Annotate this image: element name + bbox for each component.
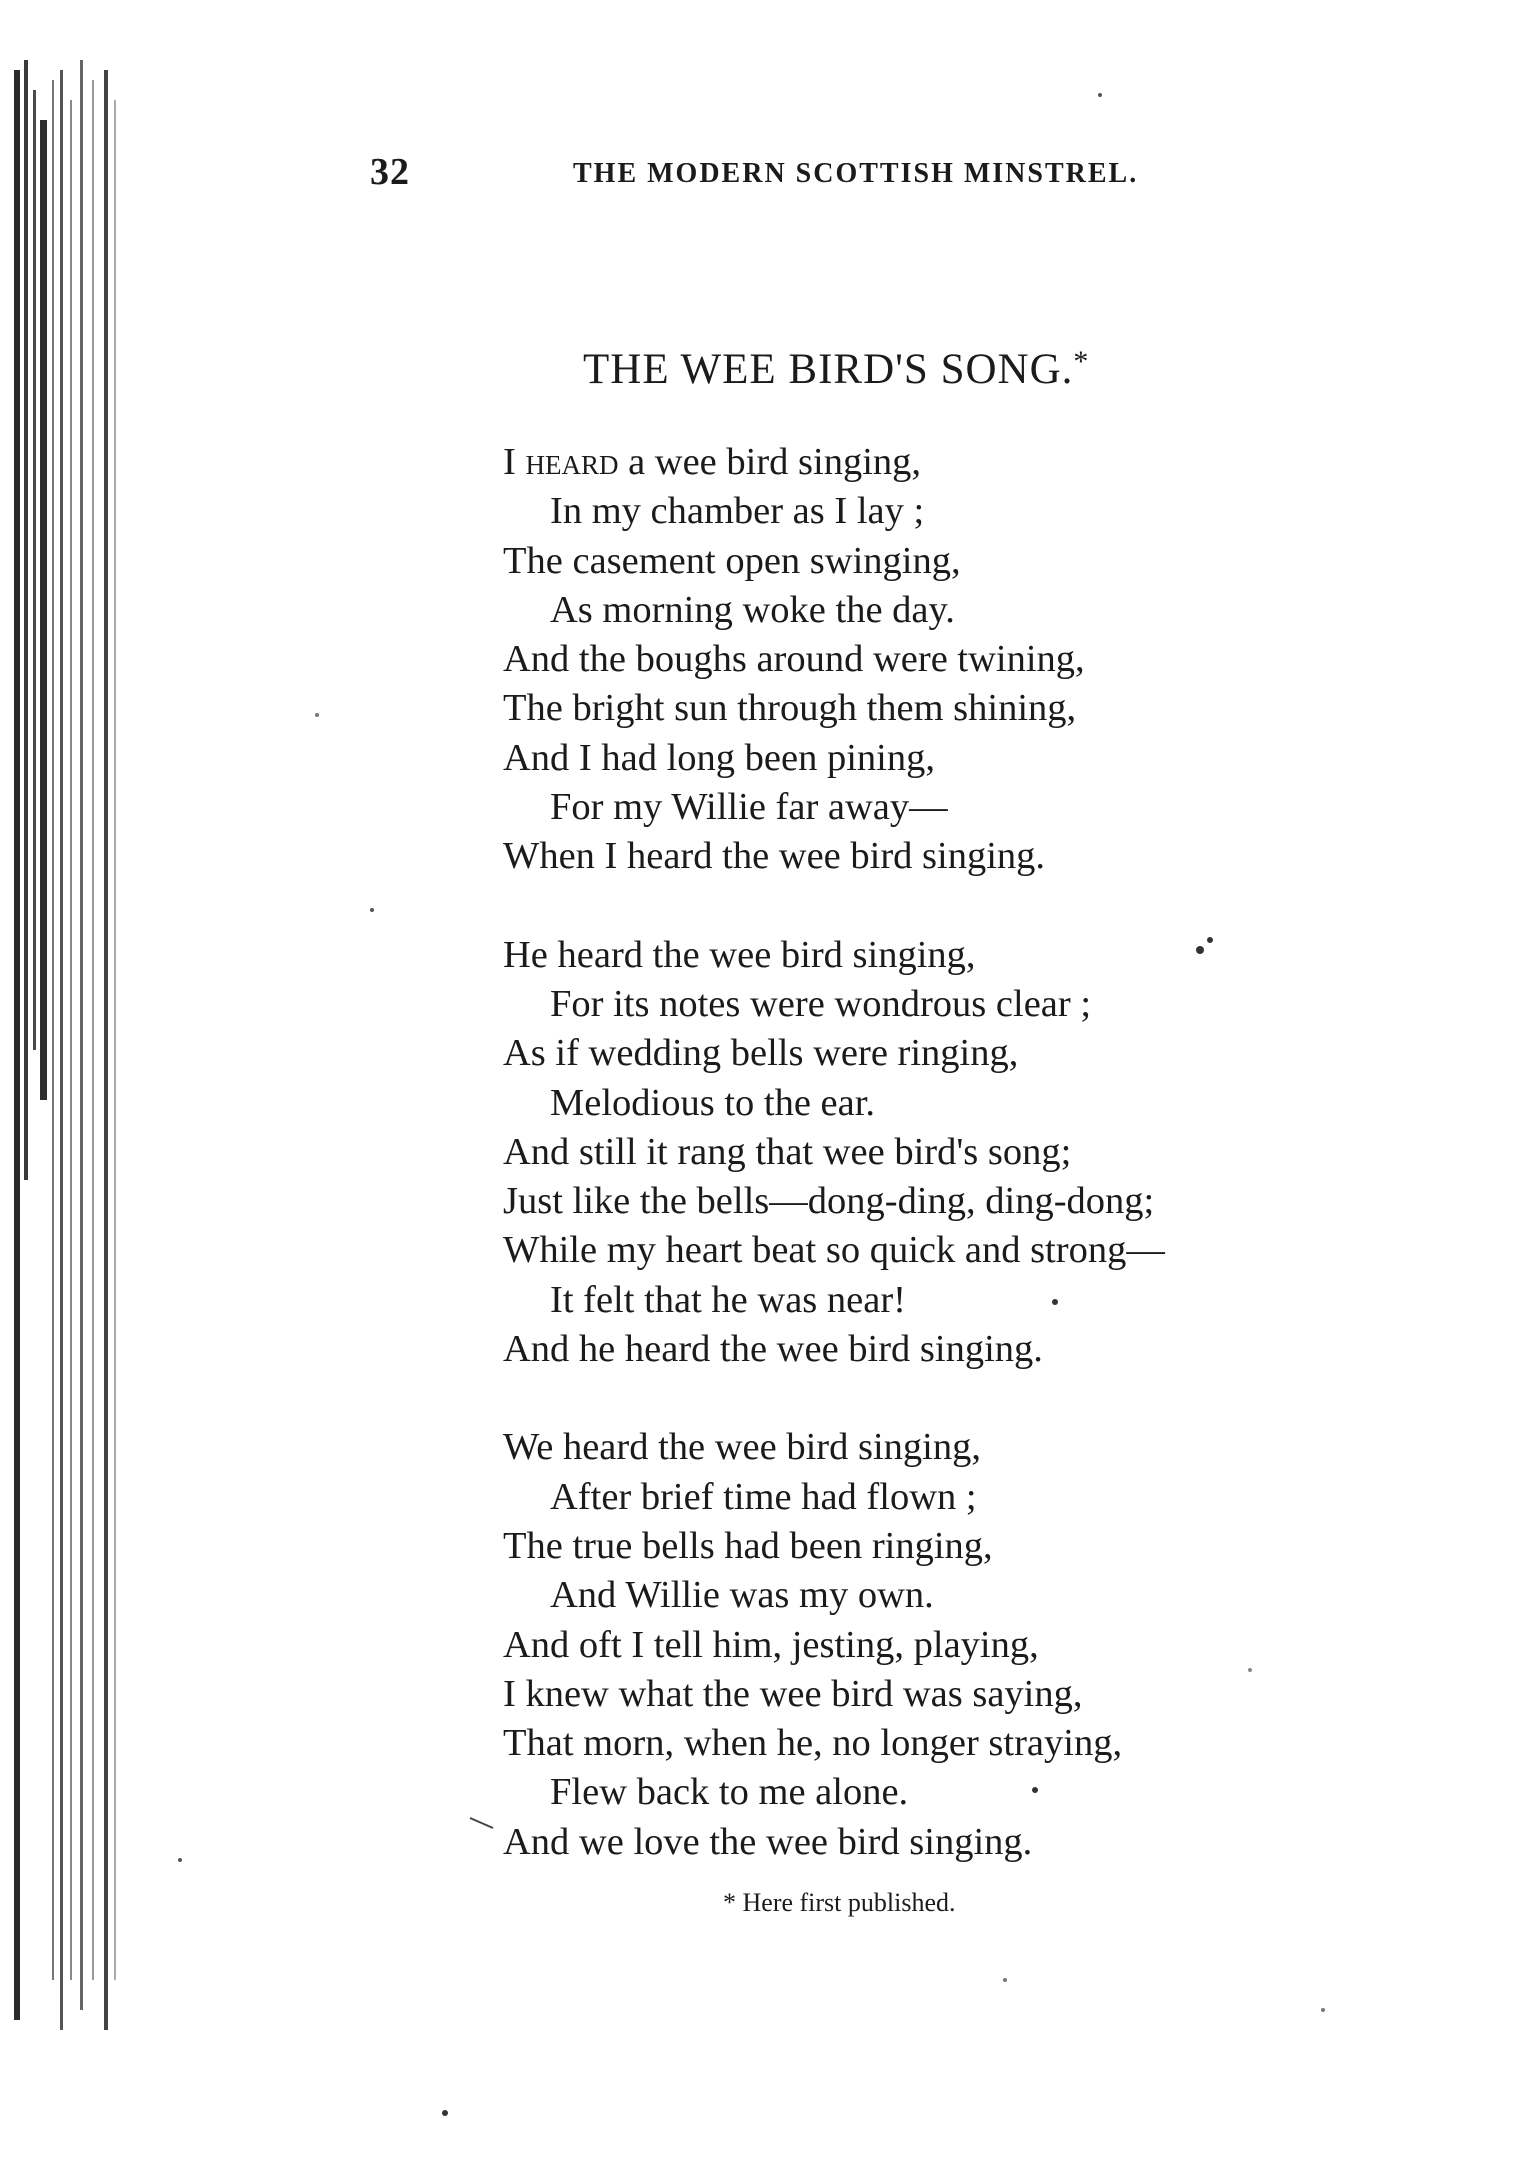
poem-line: It felt that he was near! — [550, 1278, 906, 1321]
footnote-marker: * — [1073, 345, 1090, 378]
poem-line: I knew what the wee bird was saying, — [503, 1672, 1083, 1715]
poem-line: And oft I tell him, jesting, playing, — [503, 1623, 1039, 1666]
poem-title — [583, 345, 1089, 394]
poem-line: Flew back to me alone. — [550, 1771, 909, 1814]
poem-line: That morn, when he, no longer straying, — [503, 1722, 1123, 1765]
poem-line: As if wedding bells were ringing, — [503, 1032, 1019, 1075]
page-number: 32 — [370, 151, 410, 193]
poem-line: For my Willie far away— — [550, 786, 948, 829]
stanza-1 — [503, 438, 1403, 882]
poem-line: Just like the bells—dong-ding, ding-dong; — [503, 1180, 1155, 1223]
poem-line: And he heard the wee bird singing. — [503, 1328, 1043, 1371]
stanza-3 — [503, 1423, 1403, 1867]
poem-line: And still it rang that wee bird's song; — [503, 1130, 1072, 1173]
poem-line: And we love the wee bird singing. — [503, 1820, 1033, 1863]
first-word-small-caps: heard — [525, 441, 619, 483]
poem-line: And I had long been pining, — [503, 736, 935, 779]
poem-line: As morning woke the day. — [550, 588, 955, 631]
poem-line: When I heard the wee bird singing. — [503, 835, 1046, 878]
poem-line: And the boughs around were twining, — [503, 638, 1085, 681]
poem-line: For its notes were wondrous clear ; — [550, 982, 1092, 1025]
poem-line: While my heart beat so quick and strong— — [503, 1229, 1165, 1272]
first-line-prefix: I — [503, 441, 526, 483]
poem-line: After brief time had flown ; — [550, 1475, 977, 1518]
poem-line: And Willie was my own. — [550, 1574, 934, 1617]
poem-line: The true bells had been ringing, — [503, 1524, 993, 1567]
poem-line: The bright sun through them shining, — [503, 687, 1077, 730]
poem-body — [503, 438, 1403, 1916]
poem-line: In my chamber as I lay ; — [550, 490, 925, 533]
poem-line: We heard the wee bird singing, — [503, 1426, 981, 1469]
poem-line: Melodious to the ear. — [550, 1081, 876, 1124]
running-title: THE MODERN SCOTTISH MINSTREL. — [573, 158, 1139, 189]
poem-title-text: THE WEE BIRD'S SONG. — [583, 346, 1074, 393]
page-binding-edge — [0, 60, 140, 2040]
poem-line — [503, 438, 1403, 487]
first-line-rest: a wee bird singing, — [618, 441, 922, 483]
running-head — [0, 150, 1521, 210]
stanza-2 — [503, 931, 1403, 1375]
poem-line: The casement open swinging, — [503, 539, 961, 582]
poem-line: He heard the wee bird singing, — [503, 933, 976, 976]
footnote: * Here first published. — [723, 1888, 956, 1917]
